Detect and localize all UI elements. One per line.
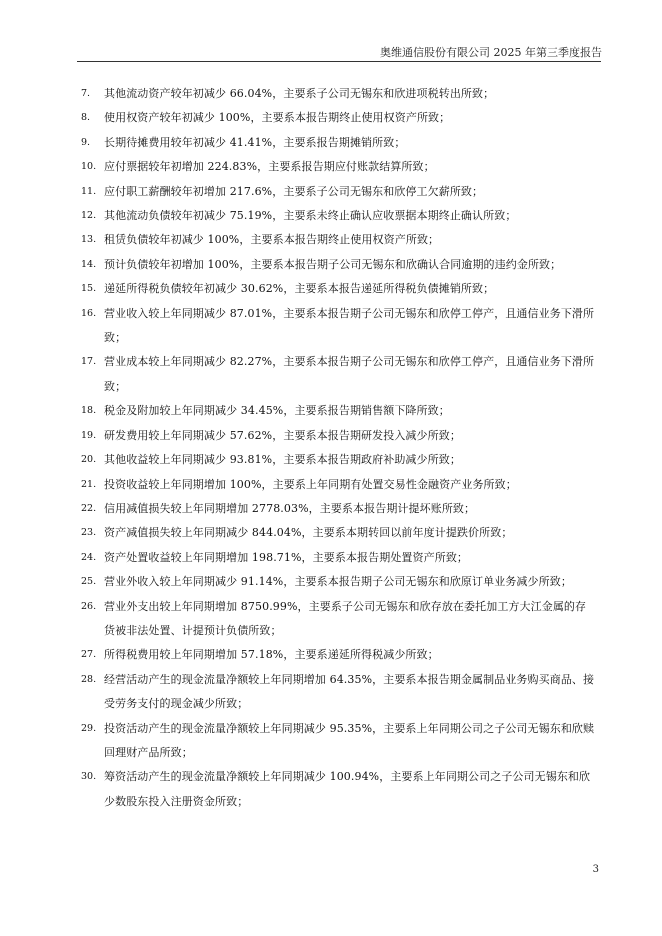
- item-text: 信用减值损失较上年同期增加 2778.03%，主要系本报告期计提坏账所致；: [104, 501, 476, 515]
- item-text: 资产处置收益较上年同期增加 198.71%，主要系本报告期处置资产所致；: [104, 550, 469, 564]
- item-number: 23.: [81, 527, 97, 539]
- list-item: [77, 253, 597, 277]
- item-number: 30.: [81, 771, 97, 783]
- list-item: [77, 155, 597, 179]
- list-item: [77, 424, 597, 448]
- list-item: [77, 765, 597, 814]
- notes-list: [77, 82, 597, 814]
- item-text: 长期待摊费用较年初减少 41.41%，主要系报告期摊销所致；: [104, 135, 406, 149]
- item-number: 10.: [81, 161, 97, 173]
- list-item: [77, 277, 597, 301]
- item-number: 8.: [81, 112, 91, 124]
- item-number: 9.: [81, 136, 91, 148]
- item-number: 29.: [81, 722, 97, 734]
- item-text: 应付职工薪酬较年初增加 217.6%，主要系子公司无锡东和欣停工欠薪所致；: [104, 184, 484, 198]
- list-item: [77, 180, 597, 204]
- list-item: [77, 302, 597, 351]
- list-item: [77, 570, 597, 594]
- list-item: [77, 668, 597, 717]
- page-number: 3: [592, 864, 599, 875]
- item-text: 营业外收入较上年同期减少 91.14%，主要系本报告期子公司无锡东和欣原订单业务减少所致；: [104, 575, 572, 589]
- list-item: [77, 399, 597, 423]
- list-item: [77, 643, 597, 667]
- item-number: 16.: [81, 307, 97, 319]
- item-text: 资产减值损失较上年同期减少 844.04%，主要系本期转回以前年度计提跌价所致；: [104, 526, 513, 540]
- list-item: [77, 228, 597, 252]
- list-item: [77, 131, 597, 155]
- item-number: 22.: [81, 502, 97, 514]
- item-number: 25.: [81, 576, 97, 588]
- item-text: 营业外支出较上年同期增加 8750.99%，主要系子公司无锡东和欣存放在委托加工方大江金属的存货被非法处置、计提预计负债所致；: [104, 599, 587, 637]
- item-text: 其他流动负债较年初减少 75.19%，主要系未终止确认应收票据本期终止确认所致；: [104, 209, 517, 223]
- list-item: [77, 546, 597, 570]
- item-number: 20.: [81, 454, 97, 466]
- list-item: [77, 106, 597, 130]
- list-item: [77, 717, 597, 766]
- list-item: [77, 497, 597, 521]
- list-item: [77, 82, 597, 106]
- item-text: 所得税费用较上年同期增加 57.18%，主要系递延所得税减少所致；: [104, 648, 439, 662]
- header-divider: [77, 61, 601, 62]
- item-text: 研发费用较上年同期减少 57.62%，主要系本报告期研发投入减少所致；: [104, 428, 461, 442]
- item-text: 其他收益较上年同期减少 93.81%，主要系本报告期政府补助减少所致；: [104, 453, 461, 467]
- item-number: 14.: [81, 258, 97, 270]
- item-text: 投资活动产生的现金流量净额较上年同期减少 95.35%，主要系上年同期公司之子公司无锡东和欣赎回理财产品所致；: [104, 721, 595, 759]
- item-number: 7.: [81, 88, 91, 99]
- item-number: 15.: [81, 283, 97, 295]
- item-number: 11.: [81, 185, 97, 197]
- item-text: 租赁负债较年初减少 100%，主要系本报告期终止使用权资产所致；: [104, 233, 440, 247]
- list-item: [77, 521, 597, 545]
- item-number: 19.: [81, 429, 97, 441]
- item-text: 经营活动产生的现金流量净额较上年同期增加 64.35%，主要系本报告期金属制品业务购买商品、接受劳务支付的现金减少所致；: [104, 672, 595, 711]
- item-text: 筹资活动产生的现金流量净额较上年同期减少 100.94%，主要系上年同期公司之子公司无锡东和欣少数股东投入注册资金所致；: [104, 770, 591, 808]
- item-text: 预计负债较年初增加 100%，主要系本报告期子公司无锡东和欣确认合同逾期的违约金所致；: [104, 257, 562, 271]
- list-item: [77, 204, 597, 228]
- list-item: [77, 595, 597, 644]
- item-number: 24.: [81, 551, 97, 563]
- list-item: [77, 350, 597, 399]
- item-text: 投资收益较上年同期增加 100%，主要系上年同期有处置交易性金融资产业务所致；: [104, 477, 517, 491]
- item-number: 13.: [81, 234, 97, 246]
- item-text: 使用权资产较年初减少 100%，主要系本报告期终止使用权资产所致；: [104, 111, 451, 125]
- item-number: 17.: [81, 356, 97, 368]
- item-text: 递延所得税负债较年初减少 30.62%，主要系本报告递延所得税负债摊销所致；: [104, 282, 495, 296]
- item-text: 其他流动资产较年初减少 66.04%，主要系子公司无锡东和欣进项税转出所致；: [104, 87, 495, 100]
- item-number: 12.: [81, 210, 97, 222]
- item-number: 27.: [81, 649, 97, 661]
- item-number: 21.: [81, 478, 97, 490]
- item-number: 18.: [81, 405, 97, 417]
- item-text: 应付票据较年初增加 224.83%，主要系报告期应付账款结算所致；: [104, 160, 435, 174]
- page-header: 奥维通信股份有限公司 2025 年第三季度报告: [380, 46, 602, 59]
- item-text: 税金及附加较上年同期减少 34.45%，主要系报告期销售额下降所致；: [104, 404, 450, 418]
- list-item: [77, 448, 597, 472]
- item-number: 28.: [81, 673, 97, 685]
- list-item: [77, 473, 597, 497]
- item-number: 26.: [81, 600, 97, 612]
- item-text: 营业成本较上年同期减少 82.27%，主要系本报告期子公司无锡东和欣停工停产，且通信业务下滑所致；: [104, 355, 595, 393]
- item-text: 营业收入较上年同期减少 87.01%，主要系本报告期子公司无锡东和欣停工停产，且通信业务下滑所致；: [104, 306, 595, 345]
